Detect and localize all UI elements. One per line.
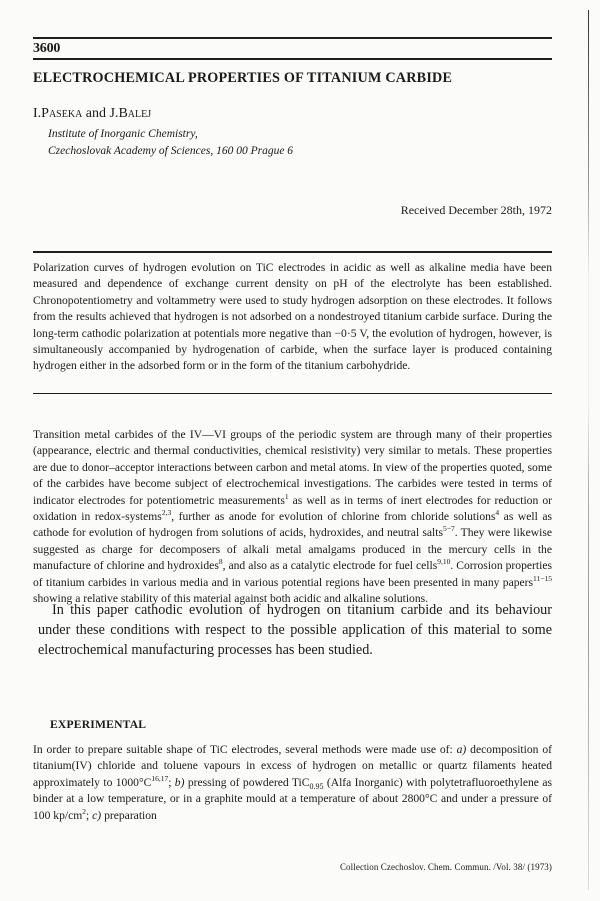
reference-marker: 16,17 — [151, 773, 169, 783]
experimental-paragraph — [33, 742, 552, 824]
page-edge-line — [588, 10, 589, 890]
exp-text: preparation — [101, 808, 157, 822]
introduction-paragraph-1 — [33, 427, 552, 607]
affiliation-line-1: Institute of Inorganic Chemistry, — [48, 128, 198, 140]
introduction-paragraph-2: In this paper cathodic evolution of hydrogen on titanium carbide and its behaviour under these conditions with respect to the possible application of this material to some electrochemical manufacturing processes has been studied. — [38, 602, 552, 658]
author1-initial: I. — [33, 106, 42, 121]
reference-marker: 9,10 — [437, 557, 451, 567]
intro-text: . Corrosion properties of titanium carbides in various media and in various potential regions have been presented in many papers — [33, 559, 552, 589]
intro-text: , further as anode for evolution of chlorine from chloride solutions — [171, 510, 496, 524]
exp-text: decomposition of titanium(IV) chloride and toluene vapours in excess of hydrogen on metallic or quartz filaments heated approximately to 1000°C — [33, 743, 552, 789]
intro-text: showing a relative stability of this material against both acidic and alkaline solutions. — [33, 592, 429, 606]
reference-marker: 8 — [218, 557, 223, 567]
affiliation-line-2: Czechoslovak Academy of Sciences, 160 00 Prague 6 — [48, 145, 294, 157]
superscript: 2 — [82, 806, 87, 816]
exp-text: In order to prepare suitable shape of TiC electrodes, several methods were made use of: — [33, 743, 457, 756]
subscript: 0.95 — [309, 781, 324, 791]
header-bottom-rule — [33, 58, 552, 60]
intro-text: Transition metal carbides of the IV—VI groups of the periodic system are through many of their properties (appearance, electric and thermal conductivities, chemical resistivity) very similar to metals. These properties are due to donor–acceptor interactions between carbon and metal atoms. In view of the properties quoted, some of the carbides have become subject of electrochemical investigations. The carbides were tested in terms of indicator electrodes for potentiometric measurements — [33, 428, 552, 507]
abstract — [33, 260, 552, 375]
header-top-rule — [33, 37, 552, 39]
exp-text: (Alfa Inorganic) with polytetrafluoroethylene as binder at a low temperature, or in a graphite mould at a temperature of about 2800°C and under a pressure of 100 kp/cm — [33, 775, 552, 822]
abstract-bottom-rule — [33, 393, 552, 394]
intro-text: as well as cathode for evolution of hydrogen from solutions of acids, hydroxides, and neutral salts — [33, 510, 552, 540]
article-title: ELECTROCHEMICAL PROPERTIES OF TITANIUM CARBIDE — [33, 70, 453, 86]
reference-marker: 11−15 — [533, 573, 552, 583]
list-label-c: c) — [92, 808, 102, 822]
intro-text: . They were likewise suggested as charge for decomposers of alkali metal amalgams produced in the mercury cells in the manufacture of chlorine and hydroxides — [33, 526, 552, 573]
reference-marker: 1 — [284, 491, 289, 501]
exp-text: ; — [86, 808, 93, 822]
reference-marker: 5−7 — [442, 524, 455, 534]
author1-name: Paseka — [41, 106, 83, 121]
article-authors — [33, 106, 151, 122]
section-heading-experimental: EXPERIMENTAL — [50, 718, 147, 731]
author2-initial: J. — [109, 106, 119, 121]
reference-marker: 4 — [495, 508, 500, 518]
exp-text: pressing of powdered TiC — [184, 775, 310, 789]
reference-marker: 2,3 — [161, 508, 172, 518]
intro-text: as well as in terms of inert electrodes for reduction or oxidation in redox-systems — [33, 493, 552, 524]
abstract-text: Polarization curves of hydrogen evolution on TiC electrodes in acidic as well as alkaline media have been measured and dependence of exchange current density on pH of the electrolyte has been established. Chronopotentiometry and voltammetry were used to study hydrogen adsorption on these electrodes. It follows from the results achieved that hydrogen is not adsorbed on a nondestroyed titanium carbide surface. During the long-term cathodic polarization at potentials more negative than −0·5 V, the evolution of hydrogen, however, is simultaneously accompanied by hydrogenation of carbide, when the surface layer is produced containing hydrogen either in the adsorbed form or in the form of the titanium carbohydride. — [33, 261, 552, 373]
author2-name: Balej — [118, 106, 152, 121]
page-number: 3600 — [33, 41, 61, 56]
intro-text: , and also as a catalytic electrode for fuel cells — [222, 559, 438, 573]
abstract-top-rule — [33, 251, 552, 253]
journal-footer: Collection Czechoslov. Chem. Commun. /Vol. 38/ (1973) — [339, 862, 552, 872]
author-conjunction: and — [82, 106, 110, 121]
list-label-b: b) — [174, 775, 185, 789]
exp-text: ; — [168, 775, 175, 789]
received-date: Received December 28th, 1972 — [400, 203, 552, 217]
list-label-a: a) — [456, 743, 467, 756]
